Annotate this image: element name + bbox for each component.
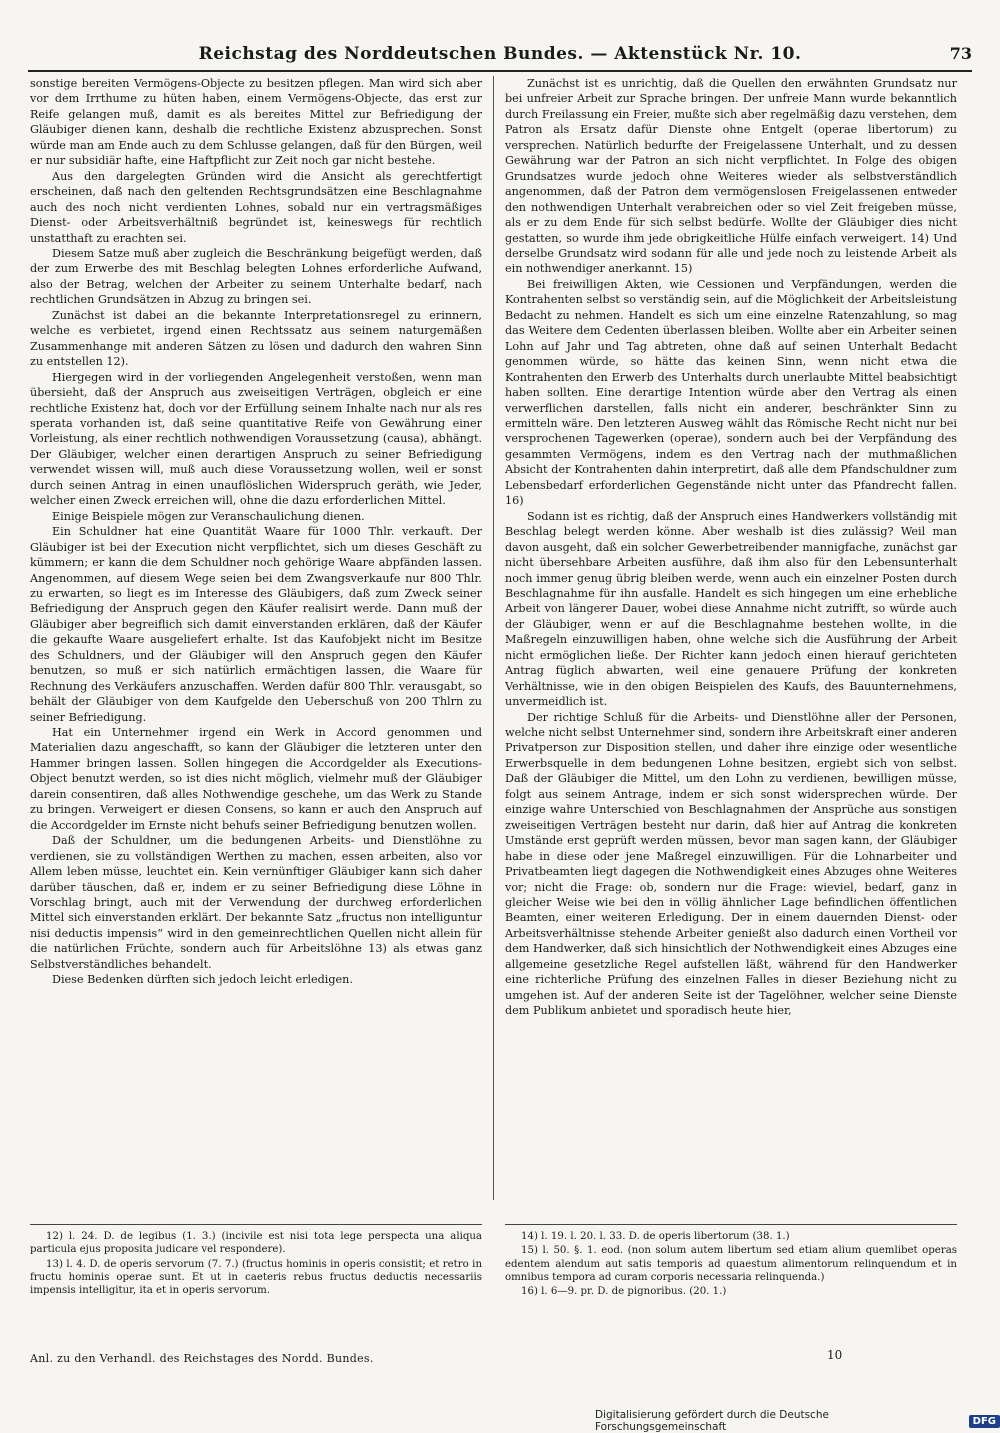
- paragraph: Einige Beispiele mögen zur Veranschaulichung dienen.: [52, 509, 365, 523]
- paragraph: Sodann ist es richtig, daß der Anspruch eines Handwerkers vollständig mit Beschlag belegt werden könne. Aber weshalb ist dies zulässig? Weil man davon ausgeht, daß ein solcher Gewerbetreibender mannigfache, zunächst gar nicht übersehbare Arbeiten ausführe, daß ihm also für den Lebensunterhalt noch immer genug übrig bleiben werde, wenn auch ein einzelner Posten durch Beschlagnahme für ihn ausfalle. Handelt es sich hingegen um eine erhebliche Arbeit von längerer Dauer, wobei diese Annahme nicht zutrifft, so würde auch der Gläubiger, wenn er auf die Beschlagnahme bestehen wollte, in die Maßregeln einzuwilligen haben, ohne welche sich die Ausführung der Arbeit nicht ermöglichen ließe. Der Richter kann jedoch einen hierauf gerichteten Antrag füglich abwarten, weil eine genauere Prüfung der konkreten Verhältnisse, wie in den obigen Beispielen des Kaufs, des Bauunternehmens, unvermeidlich ist.: [505, 509, 957, 709]
- footnote: 15) l. 50. §. 1. eod. (non solum autem libertum sed etiam alium quemlibet operas edentem alendum aut satis temporis ad quaestum alimentorum relinquendum et in omnibus tempora ad curam corporis necessaria relinquenda.): [505, 1245, 957, 1283]
- printer-signature: Anl. zu den Verhandl. des Reichstages des Nordd. Bundes.: [30, 1352, 374, 1365]
- sheet-mark: 10: [827, 1348, 843, 1362]
- paragraph: Diese Bedenken dürften sich jedoch leicht erledigen.: [52, 973, 353, 987]
- footnote-divider: [30, 1224, 482, 1225]
- paragraph: Der richtige Schluß für die Arbeits- und Dienstlöhne aller der Personen, welche nicht selbst Unternehmer sind, sondern ihre Arbeitskraft einer anderen Privatperson zur Disposition stellen, und daher ihre einzige oder wesentliche Erwerbsquelle in dem bedungenen Lohne besitzen, ergiebt sich von selbst. Daß der Gläubiger die Mittel, um den Lohn zu verdienen, bewilligen müsse, folgt aus seinem Antrage, indem er sich sonst widersprechen würde. Der einzige wahre Unterschied von Beschlagnahmen der Ansprüche aus sonstigen zweiseitigen Verträgen besteht nur darin, daß hier auf Antrag die konkreten Umstände erst geprüft werden müssen, bevor man sagen kann, der Gläubiger habe in diese oder jene Maßregel einzuwilligen. Für die Lohnarbeiter und Privatbeamten liegt dagegen die Nothwendigkeit eines Abzuges ohne Weiteres vor; nicht die Frage: ob, sondern nur die Frage: wieviel, bedarf, ganz in gleicher Weise wie bei den in völlig ähnlicher Lage befindlichen öffentlichen Beamten, einer weiteren Erledigung. Der in einem dauernden Dienst- oder Arbeitsverhältnisse stehende Arbeiter genießt also dadurch einen Vortheil vor dem Handwerker, daß sich hinsichtlich der Nothwendigkeit eines Abzuges eine allgemeine gesetzliche Regel aufstellen läßt, während für den Handwerker eine richterliche Prüfung des einzelnen Falles in dieser Beziehung nicht zu umgehen ist. Auf der anderen Seite ist der Tagelöhner, welcher seine Dienste dem Publikum anbietet und sporadisch heute hier,: [505, 710, 957, 1018]
- page-header: [28, 36, 972, 72]
- digitization-credit: [595, 1409, 1000, 1433]
- running-title: Reichstag des Norddeutschen Bundes. — Aktenstück Nr. 10.: [198, 44, 802, 64]
- footnote: 14) l. 19. l. 20. l. 33. D. de operis libertorum (38. 1.): [521, 1231, 790, 1242]
- paragraph: Hat ein Unternehmer irgend ein Werk in Accord genommen und Materialien dazu angeschafft, so kann der Gläubiger die letzteren unter den Hammer bringen lassen. Sollen hingegen die Accordgelder als Executions-Object benutzt werden, so ist dies nicht möglich, vielmehr muß der Gläubiger darein consentiren, daß alles Nothwendige geschehe, um das Werk zu Stande zu bringen. Verweigert er diesen Consens, so kann er auch den Anspruch auf die Accordgelder im Ernste nicht behufs seiner Befriedigung benutzen wollen.: [30, 726, 482, 832]
- left-column: [30, 76, 482, 1200]
- paragraph: sonstige bereiten Vermögens-Objecte zu besitzen pflegen. Man wird sich aber vor dem Irrthume zu hüten haben, einem Vermögens-Objecte, das erst zur Reife gelangen muß, damit es als bereites Mittel zur Befriedigung der Gläubiger dienen kann, deshalb die rechtliche Existenz abzusprechen. Sonst würde man am Ende auch zu dem Schlusse gelangen, daß für den Bürgen, weil er nur subsidiär hafte, eine Haftpflicht zur Zeit noch gar nicht bestehe.: [30, 77, 482, 168]
- paragraph: Diesem Satze muß aber zugleich die Beschränkung beigefügt werden, daß der zum Erwerbe des mit Beschlag belegten Lohnes erforderliche Aufwand, also der Betrag, welchen der Arbeiter zu seinem Unterhalte bedarf, nach rechtlichen Grundsätzen in Abzug zu bringen sei.: [30, 246, 482, 307]
- credit-text: Digitalisierung gefördert durch die Deutsche Forschungsgemeinschaft: [595, 1409, 829, 1433]
- column-divider: [493, 76, 494, 1200]
- paragraph: Hiergegen wird in der vorliegenden Angelegenheit verstoßen, wenn man übersieht, daß der Anspruch aus zweiseitigen Verträgen, obgleich er eine rechtliche Existenz hat, doch vor der Erfüllung seinem Inhalte nach nur als res sperata vorhanden ist, daß seine quantitative Reife von Gewährung einer Vorleistung, als einer rechtlich nothwendigen Voraussetzung (causa), abhängt. Der Gläubiger, welcher einen derartigen Anspruch zu seiner Befriedigung verwendet wissen will, muß auch diese Voraussetzung wollen, weil er sonst durch seinen Antrag in einen unauflöslichen Widerspruch geräth, wie Jeder, welcher einen Zweck erreichen will, ohne die dazu erforderlichen Mittel.: [30, 370, 482, 508]
- paragraph: Zunächst ist es unrichtig, daß die Quellen den erwähnten Grundsatz nur bei unfreier Arbeit zur Sprache bringen. Der unfreie Mann wurde bekanntlich durch Freilassung ein Freier, mußte sich aber regelmäßig dazu verstehen, dem Patron als Ersatz dafür Dienste ohne Entgelt (operae libertorum) zu versprechen. Natürlich bedurfte der Freigelassene Unterhalt, und zu dessen Gewährung war der Patron an sich nicht verpflichtet. In Folge des obigen Grundsatzes wurde jedoch ohne Weiteres wieder als selbstverständlich angenommen, daß der Patron dem vermögenslosen Freigelassenen entweder den nothwendigen Unterhalt verabreichen oder so viel Zeit freigeben müsse, als er zu dem Ende für sich selbst bedürfe. Wollte der Gläubiger dies nicht gestatten, so wurde ihm jede obrigkeitliche Hülfe einfach verweigert. 14) Und derselbe Grundsatz wird sodann für alle und jede noch zu leistende Arbeit als ein nothwendiger anerkannt. 15): [505, 77, 957, 276]
- right-column: [505, 76, 957, 1200]
- footnote: 13) l. 4. D. de operis servorum (7. 7.) (fructus hominis in operis consistit; et retro in fructu hominis operae sunt. Et ut in caeteris rebus fructus deductis necessariis impensis intelligitur, ita et in operis servorum.: [30, 1258, 482, 1297]
- paragraph: Bei freiwilligen Akten, wie Cessionen und Verpfändungen, werden die Kontrahenten selbst so verständig sein, auf die Möglichkeit der Arbeitsleistung Bedacht zu nehmen. Handelt es sich um eine einzelne Ratenzahlung, so mag das Weitere dem Cedenten überlassen bleiben. Wollte aber ein Arbeiter seinen Lohn auf Jahr und Tag abtreten, ohne daß auf seinen Unterhalt Bedacht genommen würde, so hätte das keinen Sinn, wenn nicht etwa die Kontrahenten den Erwerb des Unterhalts durch unerlaubte Mittel beabsichtigt haben sollten. Eine derartige Intention würde aber den Vertrag als einen verwerflichen darstellen, falls nicht ein anderer, beschränkter Sinn zu ermitteln wäre. Den letzteren Ausweg wählt das Römische Recht nicht nur bei versprochenen Tagewerken (operae), sondern auch bei der Verpfändung des gesammten Vermögens, indem es den Vertrag nach der muthmaßlichen Absicht der Kontrahenten dahin interpretirt, daß alle dem Pfandschuldner zum Lebensbedarf erforderlichen Gegenstände nicht unter das Pfandrecht fallen. 16): [505, 277, 957, 508]
- footnote-divider: [505, 1224, 957, 1225]
- paragraph: Zunächst ist dabei an die bekannte Interpretationsregel zu erinnern, welche es verbietet, irgend einen Rechtssatz aus seinem naturgemäßen Zusammenhange mit anderen Sätzen zu lösen und dadurch den wahren Sinn zu entstellen 12).: [30, 308, 482, 369]
- paragraph: Ein Schuldner hat eine Quantität Waare für 1000 Thlr. verkauft. Der Gläubiger ist bei der Execution nicht verpflichtet, sich um dieses Geschäft zu kümmern; er kann die dem Schuldner noch gehörige Waare abpfänden lassen. Angenommen, auf diesem Wege seien bei dem Zwangsverkaufe nur 800 Thlr. zu erwarten, so liegt es im Interesse des Gläubigers, daß zum Zweck seiner Befriedigung der Anspruch gegen den Käufer realisirt werde. Dann muß der Gläubiger aber begreiflich sich damit einverstanden erklären, daß der Käufer die gekaufte Waare ausgeliefert erhalte. Ist das Kaufobjekt nicht im Besitze des Schuldners, und der Gläubiger will den Anspruch gegen den Käufer benutzen, so muß er sich natürlich ermächtigen lassen, die Waare für Rechnung des Verkäufers anzuschaffen. Werden dafür 800 Thlr. verausgabt, so behält der Gläubiger von dem Kaufgelde den Ueberschuß von 200 Thlrn zu seiner Befriedigung.: [30, 525, 482, 724]
- footnotes-right: [505, 1230, 957, 1299]
- paragraph: Daß der Schuldner, um die bedungenen Arbeits- und Dienstlöhne zu verdienen, sie zu vollständigen Werthen zu machen, essen arbeiten, also vor Allem leben müsse, leuchtet ein. Kein vernünftiger Gläubiger kann sich daher darüber täuschen, daß er, indem er zu seiner Befriedigung diese Löhne in Vorschlag bringt, auch mit der Verwendung der durchweg erforderlichen Mittel sich einverstanden erklärt. Der bekannte Satz „fructus non intelliguntur nisi deductis impensis“ wird in den gemeinrechtlichen Quellen nicht allein für die natürlichen Früchte, sondern auch für Arbeitslöhne 13) als etwas ganz Selbstverständliches behandelt.: [30, 834, 482, 971]
- page-number: 73: [949, 44, 972, 63]
- paragraph: Aus den dargelegten Gründen wird die Ansicht als gerechtfertigt erscheinen, daß nach den geltenden Rechtsgrundsätzen eine Beschlagnahme auch des noch nicht verdienten Lohnes, sobald nur ein vertragsmäßiges Dienst- oder Arbeitsverhältniß begründet ist, keineswegs für rechtlich unstatthaft zu erachten sei.: [30, 169, 482, 245]
- dfg-logo-icon: DFG: [969, 1415, 1000, 1428]
- footnotes-left: [30, 1230, 482, 1298]
- footnote: 12) l. 24. D. de legibus (1. 3.) (incivile est nisi tota lege perspecta una aliqua particula ejus proposita judicare vel respondere).: [30, 1231, 482, 1256]
- footnote: 16) l. 6—9. pr. D. de pignoribus. (20. 1.): [521, 1286, 727, 1298]
